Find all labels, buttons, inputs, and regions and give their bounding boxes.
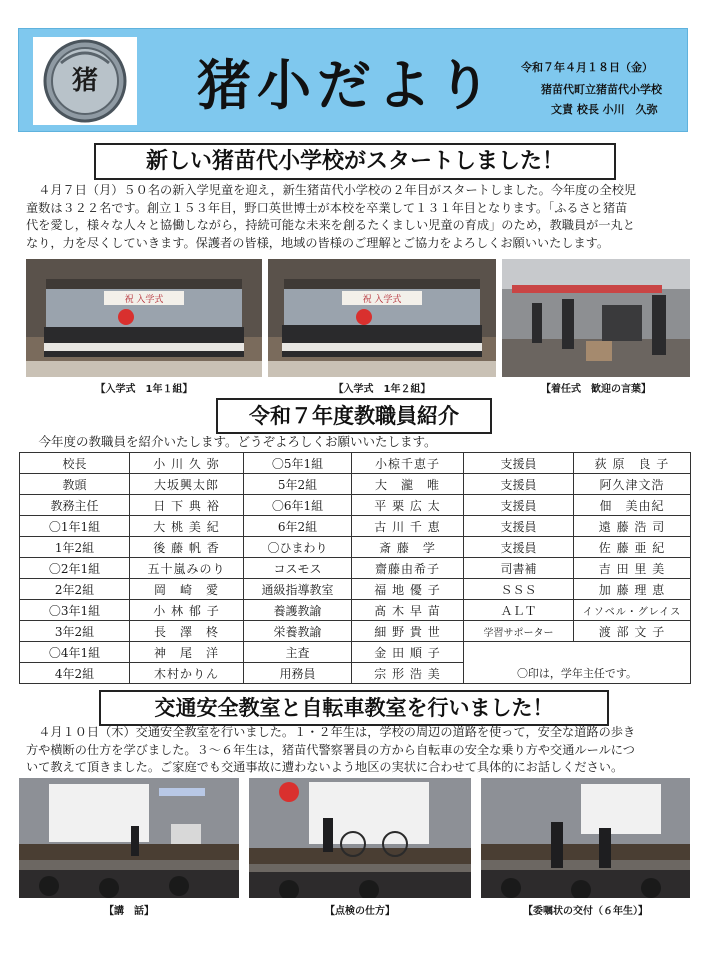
text-line: 童数は３２２名です。創立１５３年目，野口英世博士が本校を卒業して１３１年目となります。「ふるさと猪苗 — [26, 200, 628, 215]
staff-cell: 加 藤 理 恵 — [574, 579, 691, 600]
staff-cell: 〇1年1組 — [20, 516, 130, 537]
school-name: 猪苗代町立猪苗代小学校 — [541, 83, 662, 96]
staff-cell: 小 林 郁 子 — [130, 600, 244, 621]
staff-cell: 細 野 貴 世 — [352, 621, 464, 642]
staff-cell: 小椋千恵子 — [352, 453, 464, 474]
staff-cell: ＡＬＴ — [464, 600, 574, 621]
text-line: ４月７日（月）５０名の新入学児童を迎え，新生猪苗代小学校の２年目がスタートしました。今年度の全校児 — [38, 183, 637, 197]
staff-cell: 教頭 — [20, 474, 130, 495]
staff-cell: 6年2組 — [244, 516, 352, 537]
section-heading-traffic-safety: 交通安全教室と自転車教室を行いました！ — [99, 690, 609, 726]
emblem-char: 猪 — [71, 66, 99, 96]
staff-row — [20, 579, 691, 600]
staff-cell: 岡 崎 愛 — [130, 579, 244, 600]
staff-row — [20, 474, 691, 495]
staff-cell: 学習サポーター — [464, 621, 574, 642]
staff-cell: 長 澤 柊 — [130, 621, 244, 642]
text-line: なり，力を尽くしていきます。保護者の皆様，地域の皆様のご理解とご協力をよろしくお願いいたします。 — [26, 235, 610, 250]
staff-table — [19, 452, 691, 684]
staff-cell: 校長 — [20, 453, 130, 474]
staff-cell: 大坂興太郎 — [130, 474, 244, 495]
staff-cell: 通級指導教室 — [244, 579, 352, 600]
staff-cell: 〇3年1組 — [20, 600, 130, 621]
staff-cell: 日 下 典 裕 — [130, 495, 244, 516]
caption-photo-2: 【入学式 1年２組】 — [333, 384, 431, 395]
photo-commission-ceremony — [481, 778, 690, 898]
staff-cell: 教務主任 — [20, 495, 130, 516]
staff-cell: 支援員 — [464, 537, 574, 558]
staff-cell: 神 尾 洋 — [130, 642, 244, 663]
staff-cell: ＳＳＳ — [464, 579, 574, 600]
staff-cell: 大 桃 美 紀 — [130, 516, 244, 537]
staff-cell: 〇2年1組 — [20, 558, 130, 579]
staff-cell: 渡 部 文 子 — [574, 621, 691, 642]
staff-cell: 〇6年1組 — [244, 495, 352, 516]
staff-cell: 〇5年1組 — [244, 453, 352, 474]
staff-cell: コスモス — [244, 558, 352, 579]
issue-date: 令和７年４月１８日（金） — [521, 61, 653, 74]
banner-text: 祝 入学式 — [362, 295, 402, 305]
newsletter-title: 猪小だより — [197, 54, 497, 117]
staff-table-body — [20, 453, 691, 684]
staff-row — [20, 642, 691, 663]
text-line: 代を愛し，様々な人々と協働しながら，持続可能な未来を創るたくましい児童の育成」のため，教職員が一丸と — [26, 218, 635, 232]
caption-photo-1: 【入学式 1年１組】 — [95, 384, 193, 395]
staff-cell: 遠 藤 浩 司 — [574, 516, 691, 537]
staff-cell: 福 地 優 子 — [352, 579, 464, 600]
staff-cell: 養護教諭 — [244, 600, 352, 621]
staff-cell: 栄養教諭 — [244, 621, 352, 642]
staff-row — [20, 558, 691, 579]
staff-cell: 髙 木 早 苗 — [352, 600, 464, 621]
staff-row — [20, 537, 691, 558]
photo-lecture — [19, 778, 239, 898]
photo-bicycle-inspection — [249, 778, 471, 898]
staff-cell: 古 川 千 恵 — [352, 516, 464, 537]
text-line: ４月１０日（木）交通安全教室を行いました。１・２年生は，学校の周辺の道路を使って，安全な道路の歩き — [38, 725, 636, 739]
staff-cell: 支援員 — [464, 453, 574, 474]
staff-cell: 金 田 順 子 — [352, 642, 464, 663]
staff-cell: 〇ひまわり — [244, 537, 352, 558]
staff-row — [20, 495, 691, 516]
staff-cell: 支援員 — [464, 474, 574, 495]
staff-row — [20, 453, 691, 474]
staff-cell: 吉 田 里 美 — [574, 558, 691, 579]
staff-cell: 〇4年1組 — [20, 642, 130, 663]
staff-cell: 平 栗 広 太 — [352, 495, 464, 516]
staff-cell: 1年2組 — [20, 537, 130, 558]
staff-cell: 宗 形 浩 美 — [352, 663, 464, 684]
banner-text: 祝 入学式 — [124, 295, 164, 305]
author: 文責 校長 小川 久弥 — [551, 103, 658, 116]
caption-photo-6: 【委嘱状の交付（６年生）】 — [523, 906, 648, 917]
section-heading-staff: 令和７年度教職員紹介 — [216, 398, 492, 434]
section-heading-new-school: 新しい猪苗代小学校がスタートしました！ — [94, 143, 616, 180]
staff-cell: 木村かりん — [130, 663, 244, 684]
staff-cell: 4年2組 — [20, 663, 130, 684]
text-line: 方や横断の仕方を学びました。３～６年生は，猪苗代警察署員の方から自転車の安全な乗り方や交通ルールにつ — [26, 742, 635, 757]
staff-cell: 3年2組 — [20, 621, 130, 642]
staff-cell — [464, 642, 691, 663]
photo-entrance-ceremony-1-2 — [268, 259, 496, 377]
staff-cell: 〇印は，学年主任です。 — [464, 663, 691, 684]
staff-cell: 司書補 — [464, 558, 574, 579]
staff-cell: 用務員 — [244, 663, 352, 684]
staff-cell: 主査 — [244, 642, 352, 663]
text-line: いて教えて頂きました。ご家庭でも交通事故に遭わないよう地区の実状に合わせて具体的にお話しください。 — [26, 760, 624, 774]
staff-cell: 佃 美由紀 — [574, 495, 691, 516]
section-text-new-school — [26, 182, 694, 252]
staff-cell: 佐 藤 亜 紀 — [574, 537, 691, 558]
staff-cell: 支援員 — [464, 495, 574, 516]
staff-cell: 支援員 — [464, 516, 574, 537]
staff-cell: 大 瀧 唯 — [352, 474, 464, 495]
newsletter-header — [18, 28, 688, 132]
staff-row — [20, 516, 691, 537]
staff-cell: 荻 原 良 子 — [574, 453, 691, 474]
staff-cell: 斎 藤 学 — [352, 537, 464, 558]
staff-cell: イソベル・グレイス — [574, 600, 691, 621]
school-emblem — [33, 37, 137, 125]
staff-intro: 今年度の教職員を紹介いたします。どうぞよろしくお願いいたします。 — [38, 434, 437, 449]
staff-cell: 小 川 久 弥 — [130, 453, 244, 474]
caption-photo-3: 【着任式 歓迎の言葉】 — [541, 384, 651, 395]
staff-row — [20, 663, 691, 684]
photo-welcome-speech — [502, 259, 690, 377]
caption-photo-4: 【講 話】 — [104, 906, 154, 917]
staff-cell: 2年2組 — [20, 579, 130, 600]
photo-entrance-ceremony-1-1 — [26, 259, 262, 377]
staff-cell: 後 藤 帆 香 — [130, 537, 244, 558]
staff-row — [20, 600, 691, 621]
staff-cell: 齋藤由希子 — [352, 558, 464, 579]
staff-cell: 阿久津文浩 — [574, 474, 691, 495]
staff-cell: 五十嵐みのり — [130, 558, 244, 579]
staff-row — [20, 621, 691, 642]
staff-cell: 5年2組 — [244, 474, 352, 495]
caption-photo-5: 【点検の仕方】 — [325, 906, 395, 917]
section-text-traffic-safety — [26, 724, 694, 777]
